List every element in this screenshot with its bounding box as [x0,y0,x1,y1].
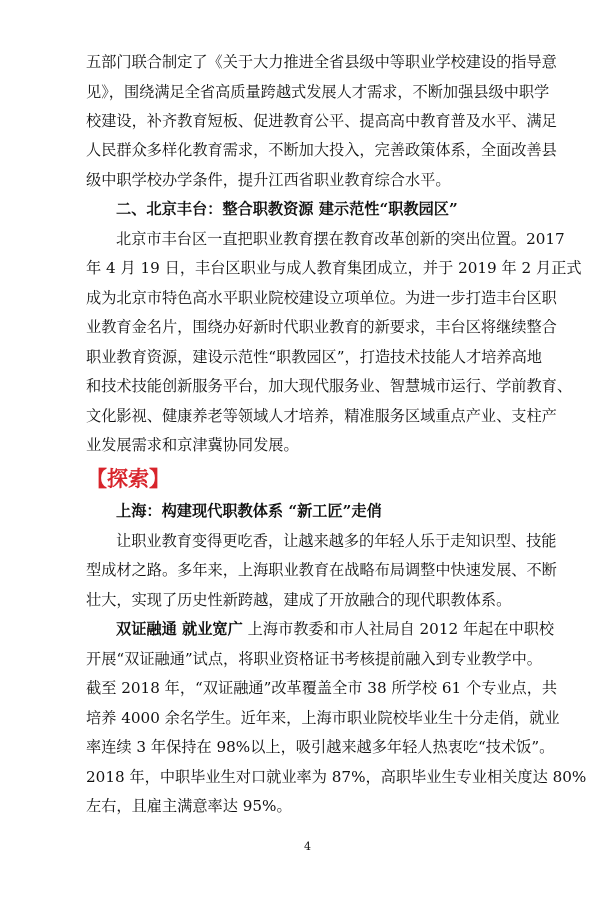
page-number: 4 [304,840,311,853]
section-tag-explore: 【探索】 [86,466,170,491]
paragraph-line: 校建设，补齐教育短板、促进教育公平、提高高中教育普及水平、满足 [86,111,557,130]
paragraph-line: 文化影视、健康养老等领域人才培养，精准服务区域重点产业、支柱产 [86,406,557,425]
paragraph-line: 业教育金名片，围绕办好新时代职业教育的新要求，丰台区将继续整合 [86,318,557,337]
paragraph-line: 年 4 月 19 日，丰台区职业与成人教育集团成立，并于 2019 年 2 月正式 [86,259,582,278]
paragraph-line [116,619,555,639]
paragraph-line: 培养 4000 余名学生。近年来，上海市职业院校毕业生十分走俏，就业 [86,708,560,727]
paragraph-line: 职业教育资源，建设示范性“职教园区”，打造技术技能人才培养高地 [86,347,542,366]
paragraph-line: 和技术技能创新服务平台，加大现代服务业、智慧城市运行、学前教育、 [86,377,572,396]
paragraph-line: 型成材之路。多年来，上海职业教育在战略布局调整中快速发展、不断 [86,561,557,580]
paragraph-line: 壮大，实现了历史性新跨越，建成了开放融合的现代职教体系。 [86,590,512,609]
section-heading-beijing: 二、北京丰台：整合职教资源 建示范性“职教园区” [116,200,458,219]
section-heading-shanghai: 上海：构建现代职教体系 “新工匠”走俏 [116,502,382,521]
paragraph-line: 2018 年，中职毕业生对口就业率为 87%，高职毕业生专业相关度达 80% [86,767,587,786]
paragraph-line: 级中职学校办学条件，提升江西省职业教育综合水平。 [86,170,451,189]
paragraph-line: 成为北京市特色高水平职业院校建设立项单位。为进一步打造丰台区职 [86,288,557,307]
paragraph-line: 率连续 3 年保持在 98%以上，吸引越来越多年轻人热衷吃“技术饭”。 [86,738,555,757]
paragraph-line: 人民群众多样化教育需求，不断加大投入，完善政策体系，全面改善县 [86,141,557,160]
paragraph-line: 见》，围绕满足全省高质量跨越式发展人才需求，不断加强县级中职学 [86,82,550,101]
paragraph-line: 业发展需求和京津冀协同发展。 [86,436,299,454]
paragraph-lead: 双证融通 就业宽广 [116,620,243,639]
paragraph-line: 截至 2018 年，“双证融通”改革覆盖全市 38 所学校 61 个专业点，共 [86,679,558,698]
paragraph-line: 开展“双证融通”试点，将职业资格证书考核提前融入到专业教学中。 [86,649,542,668]
paragraph-line: 左右，且雇主满意率达 95%。 [86,797,292,815]
paragraph-line: 五部门联合制定了《关于大力推进全省县级中等职业学校建设的指导意 [86,53,557,71]
paragraph-text: 上海市教委和市人社局自 2012 年起在中职校 [247,620,555,639]
paragraph-line: 北京市丰台区一直把职业教育摆在教育改革创新的突出位置。2017 [116,229,565,248]
paragraph-line: 让职业教育变得更吃香，让越来越多的年轻人乐于走知识型、技能 [116,531,557,550]
